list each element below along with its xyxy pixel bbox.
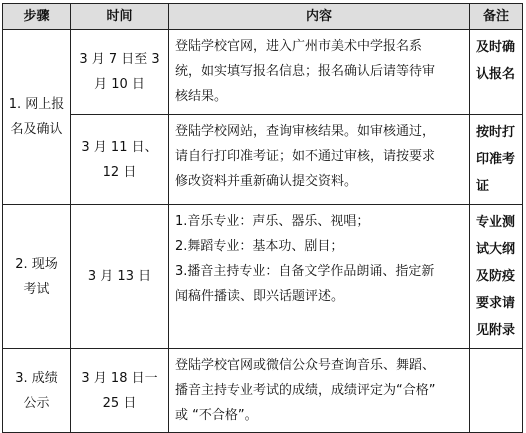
content-line: 或 “不合格”。 <box>175 408 258 423</box>
content-line: 请自行打印准考证；如不通过审核，请按要求 <box>175 149 436 164</box>
header-note: 备注 <box>470 4 523 30</box>
time-line: 月 10 日 <box>94 77 145 92</box>
content-cell <box>169 115 470 205</box>
table-row <box>3 115 523 205</box>
table-row <box>3 30 523 115</box>
step-line: 名及确认 <box>10 122 63 137</box>
step-line: 1. 网上报 <box>8 97 65 112</box>
note-cell-empty <box>470 349 523 433</box>
note-line: 及时确 <box>476 40 516 55</box>
table-header-row <box>3 4 523 30</box>
content-cell <box>169 30 470 115</box>
content-line: 2.舞蹈专业：基本功、剧目； <box>175 239 344 254</box>
step-cell <box>3 30 71 205</box>
note-line: 见附录 <box>476 323 516 338</box>
note-line: 按时打 <box>476 125 516 140</box>
admission-schedule-table <box>2 3 523 433</box>
note-line: 印准考 <box>476 152 516 167</box>
content-line: 登陆学校网站，查询审核结果。如审核通过， <box>175 124 436 139</box>
time-line: 3 月 11 日、 <box>81 139 158 155</box>
time-line: 3 月 13 日 <box>87 269 152 284</box>
time-cell <box>71 205 169 349</box>
step-line: 2. 现场 <box>15 256 58 272</box>
header-step: 步骤 <box>3 4 71 30</box>
content-line: 3.播音主持专业：自备文学作品朗诵、指定新 <box>175 264 435 279</box>
step-line: 公示 <box>23 395 50 411</box>
note-line: 试大纲 <box>476 242 516 257</box>
note-line: 认报名 <box>476 67 516 82</box>
content-line: 登陆学校官网或微信公众号查询音乐、舞蹈、 <box>175 358 436 373</box>
table-row <box>3 349 523 433</box>
content-line: 统，如实填写报名信息；报名确认后请等待审 <box>175 64 436 79</box>
note-line: 证 <box>476 179 490 194</box>
content-line: 修改资料并重新确认提交资料。 <box>175 174 358 189</box>
step-line: 考试 <box>23 281 50 297</box>
time-line: 25 日 <box>102 395 137 411</box>
time-line: 3 月 7 日至 3 <box>79 52 160 67</box>
note-line: 要求请 <box>476 296 516 311</box>
step-cell <box>3 349 71 433</box>
content-line: 登陆学校官网，进入广州市美术中学报名系 <box>175 39 423 54</box>
header-time: 时间 <box>71 4 169 30</box>
time-line: 12 日 <box>102 164 137 180</box>
header-content: 内容 <box>169 4 470 30</box>
note-cell <box>470 205 523 349</box>
content-cell <box>169 349 470 433</box>
note-cell <box>470 30 523 115</box>
time-cell <box>71 30 169 115</box>
time-cell <box>71 349 169 433</box>
content-cell <box>169 205 470 349</box>
note-line: 专业测 <box>476 215 516 230</box>
content-line: 播音主持专业考试的成绩，成绩评定为“合格” <box>175 383 436 398</box>
note-line: 及防疫 <box>476 269 516 284</box>
content-line: 1.音乐专业：声乐、器乐、视唱； <box>175 214 370 229</box>
step-cell <box>3 205 71 349</box>
time-cell <box>71 115 169 205</box>
content-line: 闻稿件播读、即兴话题评述。 <box>175 289 345 304</box>
note-cell <box>470 115 523 205</box>
table-row <box>3 205 523 349</box>
step-line: 3. 成绩 <box>15 370 58 386</box>
time-line: 3 月 18 日一 <box>81 370 158 386</box>
content-line: 核结果。 <box>175 89 228 104</box>
